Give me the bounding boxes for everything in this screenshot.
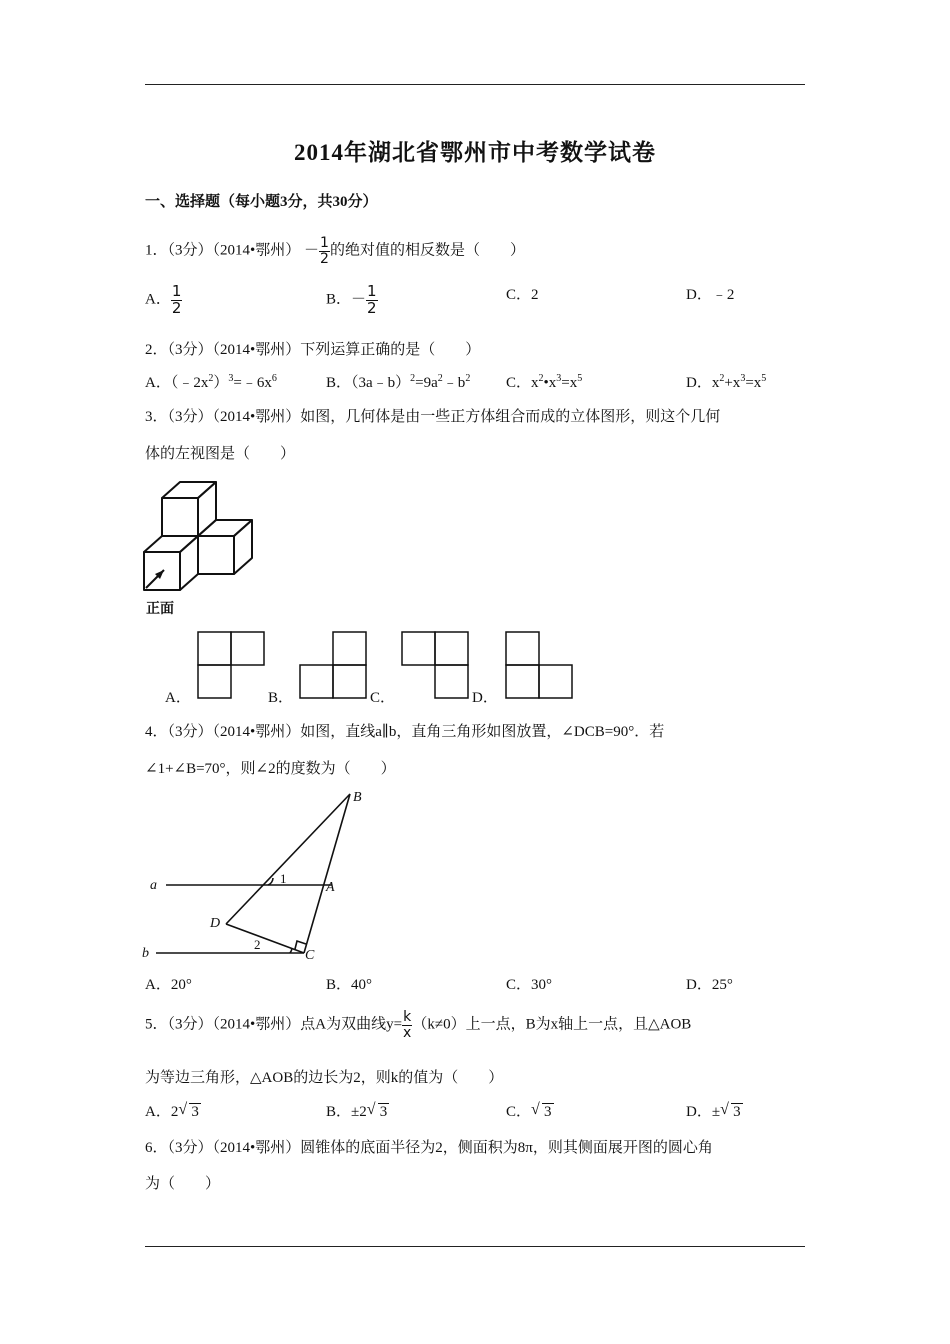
label-angle-1: 1 <box>280 871 287 886</box>
question-1-stem: 1．（3分）（2014•鄂州） － $\frac{1}{2}$ 的绝对值的相反数是（ ） <box>145 235 525 267</box>
q3-option-d-figure[interactable] <box>504 630 574 700</box>
page-title: 2014年湖北省鄂州市中考数学试卷 <box>294 140 656 165</box>
question-6-line2: 为（ ） <box>145 1176 221 1192</box>
sqrt-symbol: √ 3 <box>720 1101 741 1120</box>
q5-option-b[interactable]: B．±2 √ 3 <box>326 1101 388 1120</box>
section-heading: 一、选择题（每小题3分，共30分） <box>145 194 378 210</box>
q5-option-a[interactable]: A．2 √ 3 <box>145 1101 199 1120</box>
question-3-line1: 3．（3分）（2014•鄂州）如图，几何体是由一些正方体组合而成的立体图形，则这个几何 <box>145 409 721 425</box>
label-C: C <box>305 948 315 963</box>
sqrt-symbol: √ 3 <box>366 1101 388 1120</box>
label-b: b <box>142 946 149 961</box>
q4-option-d[interactable]: D．25° <box>686 977 733 993</box>
label-D: D <box>210 916 221 931</box>
q1-option-b-fraction: $\frac{1}{2}$ <box>367 282 377 317</box>
label-B: B <box>353 790 362 805</box>
parallel-lines-triangle-figure <box>140 786 370 966</box>
q2-option-d[interactable]: D．$x^2+x^3=x^5$ <box>686 373 767 391</box>
q1-option-a-fraction: $\frac{1}{2}$ <box>171 282 182 317</box>
q5-option-c[interactable]: C． √ 3 <box>506 1101 552 1120</box>
q3-option-a-figure[interactable] <box>196 630 266 700</box>
label-a: a <box>150 878 157 893</box>
sqrt-symbol: √ 3 <box>178 1101 199 1120</box>
fraction-k-over-x: $\frac{k}{x}$ <box>403 1009 412 1041</box>
question-2-stem: 2．（3分）（2014•鄂州）下列运算正确的是（ ） <box>145 342 481 358</box>
q1-option-b[interactable]: B．－ $\frac{1}{2}$ <box>326 282 377 317</box>
q2-option-a[interactable]: A．$(﹣2x^2)^3=﹣6x^6$ <box>145 373 277 391</box>
q2-option-c[interactable]: C．$x^2•x^3=x^5$ <box>506 373 583 391</box>
q4-option-c[interactable]: C．30° <box>506 977 553 993</box>
question-4-line2: ∠1+∠B=70°，则∠2的度数为（ ） <box>145 761 396 777</box>
q3-option-d-label[interactable]: D． <box>472 690 498 706</box>
q4-option-a[interactable]: A．20° <box>145 977 192 993</box>
question-5-line1: 5．（3分）（2014•鄂州）点A为双曲线y= $\frac{k}{x}$ （k≠0）上一点，B为x轴上一点，且△AOB <box>145 1009 692 1041</box>
bottom-rule <box>145 1246 805 1247</box>
q1-option-c[interactable]: C．2 <box>506 287 539 303</box>
cube-solid-figure <box>140 478 260 618</box>
q3-option-c-label[interactable]: C． <box>370 690 396 706</box>
top-rule <box>145 84 805 85</box>
q5-option-d[interactable]: D．± √ 3 <box>686 1101 741 1120</box>
question-5-line2: 为等边三角形，△AOB的边长为2，则k的值为（ ） <box>145 1070 504 1086</box>
question-4-line1: 4．（3分）（2014•鄂州）如图，直线a∥b，直角三角形如图放置，∠DCB=90°．若 <box>145 724 665 740</box>
label-A: A <box>326 880 335 895</box>
question-3-line2: 体的左视图是（ ） <box>145 446 296 462</box>
label-angle-2: 2 <box>254 937 261 952</box>
q3-option-a-label[interactable]: A． <box>165 690 191 706</box>
sqrt-symbol: √ 3 <box>531 1101 552 1120</box>
q1-option-a[interactable]: A． $\frac{1}{2}$ <box>145 282 182 317</box>
q3-option-b-label[interactable]: B． <box>268 690 294 706</box>
q4-option-b[interactable]: B．40° <box>326 977 373 993</box>
q3-option-c-figure[interactable] <box>400 630 470 700</box>
fraction-one-half: $\frac{1}{2}$ <box>320 235 329 267</box>
fraction-neg-sign: － <box>304 240 320 259</box>
q2-option-b[interactable]: B．$(3a﹣b)^2=9a^2﹣b^2$ <box>326 373 471 391</box>
front-view-label: 正面 <box>146 601 174 617</box>
q1-option-d[interactable]: D．﹣2 <box>686 287 735 303</box>
question-6-line1: 6．（3分）（2014•鄂州）圆锥体的底面半径为2，侧面积为8π，则其侧面展开图的圆心角 <box>145 1140 713 1156</box>
q3-option-b-figure[interactable] <box>298 630 368 700</box>
